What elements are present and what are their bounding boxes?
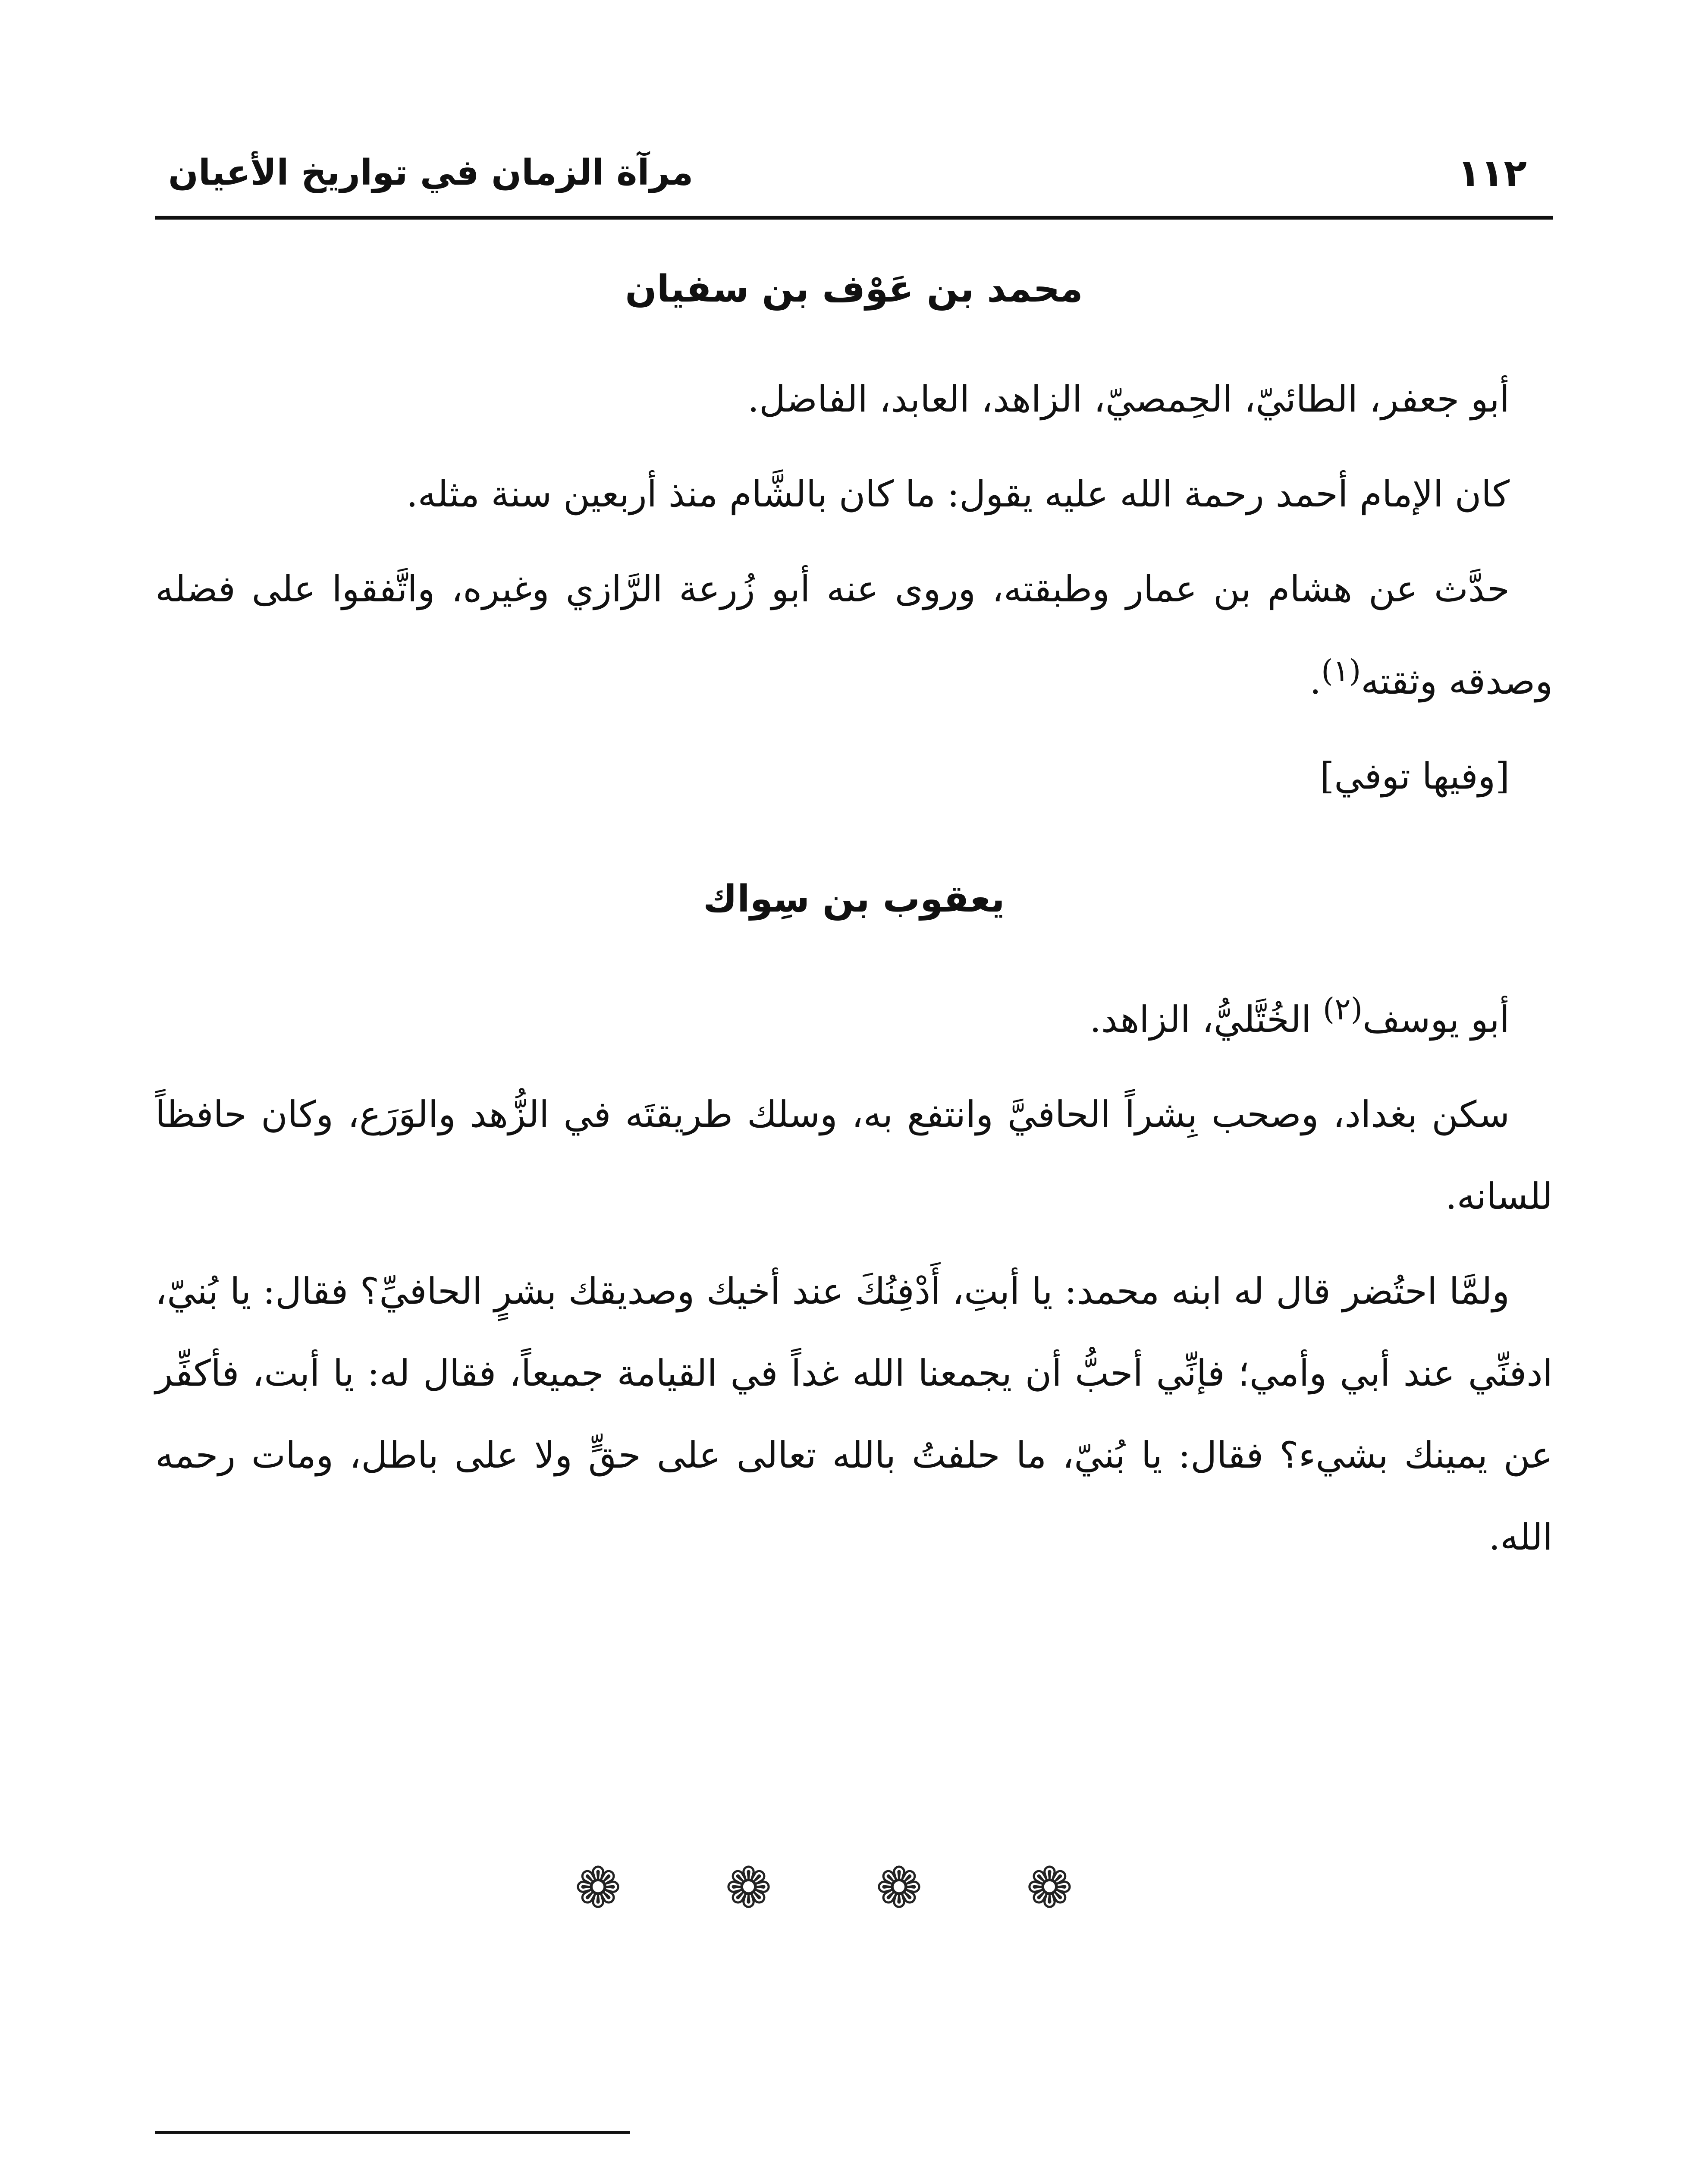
flower-ornament-icon: ❁ (725, 1855, 832, 1921)
paragraph: سكن بغداد، وصحب بِشراً الحافيَّ وانتفع به، وسلك طريقتَه في الزُّهد والوَرَع، وكان حافظاً للسانه. (155, 1093, 1553, 1217)
flower-ornament-icon: ❁ (876, 1855, 983, 1921)
spacer (155, 830, 1553, 869)
paragraph (155, 548, 1553, 722)
paragraph: أبو جعفر، الطائيّ، الحِمصيّ، الزاهد، العابد، الفاضل. (747, 378, 1510, 420)
paragraph-text: الخُتَّليُّ، الزاهد. (1089, 998, 1323, 1041)
footnote-ref: (١) (1321, 653, 1361, 689)
running-header (155, 129, 1553, 220)
page-number: ١١٢ (1457, 150, 1527, 195)
paragraph (155, 968, 1553, 1060)
flower-ornament-icon: ❁ (1026, 1855, 1133, 1921)
footnote-divider (155, 2131, 630, 2134)
paragraph-text: حدَّث عن هشام بن عمار وطبقته، وروى عنه أبو زُرعة الرَّازي وغيره، واتَّفقوا على فضله وصدقه وثقته (155, 568, 1553, 702)
book-title: مرآة الزمان في تواريخ الأعيان (168, 152, 694, 193)
flower-ornament-icon: ❁ (575, 1855, 682, 1921)
entry-heading-yaqub: يعقوب بن سِواك (703, 877, 1005, 921)
book-page (155, 129, 1553, 2157)
paragraph: ولمَّا احتُضر قال له ابنه محمد: يا أبتِ، أَدْفِنُكَ عند أخيك وصديقك بشرٍ الحافيِّ؟ فقال: يا بُنيّ، ادفنِّي عند أبي وأمي؛ فإنِّي أحبُّ أن يجمعنا الله غداً في القيامة جميعاً، فقال له: يا أبت، فأكفِّر عن يمينك بشيء؟ فقال: يا بُنيّ، ما حلفتُ بالله تعالى على حقٍّ ولا على باطل، ومات رحمه الله. (155, 1270, 1553, 1558)
footnote-ref: (٢) (1322, 991, 1363, 1027)
paragraph: كان الإمام أحمد رحمة الله عليه يقول: ما كان بالشَّام منذ أربعين سنة مثله. (406, 473, 1510, 515)
section-ornaments (155, 1855, 1553, 1921)
paragraph-text: أبو يوسف (1363, 998, 1510, 1041)
editorial-note: [وفيها توفي] (1320, 755, 1510, 797)
entry-heading-muhammad: محمد بن عَوْف بن سفيان (625, 267, 1083, 311)
body-text (155, 259, 1553, 1591)
paragraph-end: . (1309, 660, 1322, 702)
